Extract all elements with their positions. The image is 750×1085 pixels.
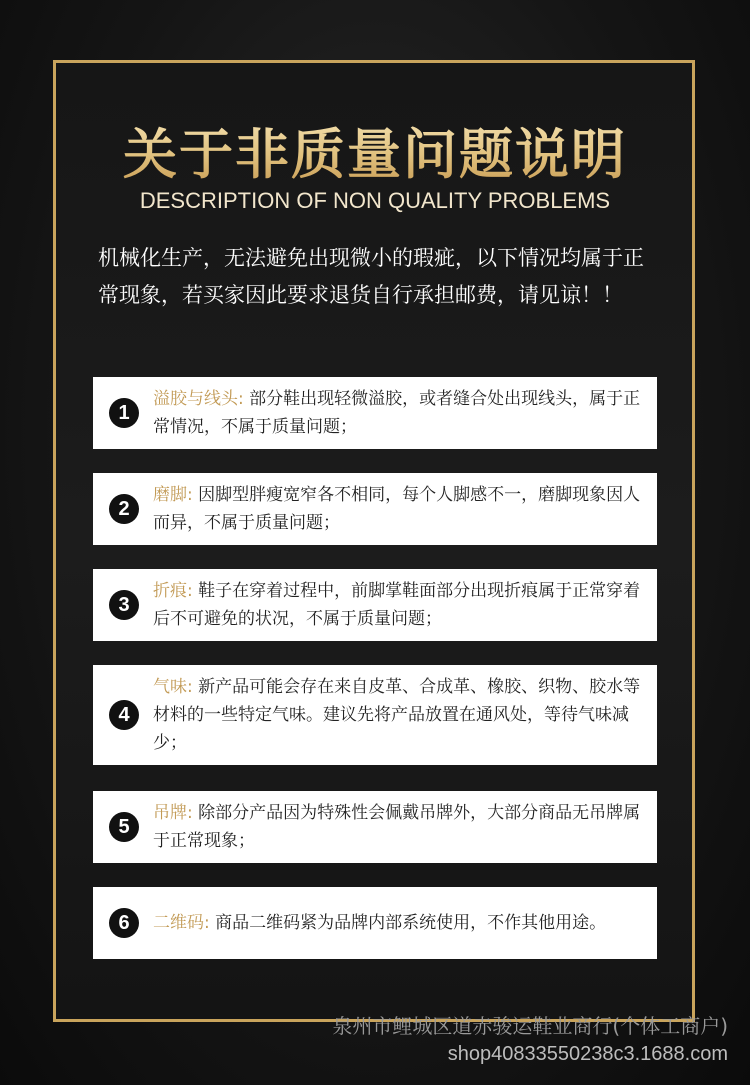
- item-card-creases: [93, 569, 657, 641]
- number-badge-icon: 5: [109, 812, 139, 842]
- number-badge-icon: 1: [109, 398, 139, 428]
- item-label: 磨脚:: [153, 485, 193, 505]
- number-badge-icon: 6: [109, 908, 139, 938]
- item-label: 气味:: [153, 677, 193, 697]
- shop-url-watermark: shop40833550238c3.1688.com: [447, 1043, 728, 1065]
- item-card-qr-code: [93, 887, 657, 959]
- page-title: 关于非质量问题说明: [0, 112, 750, 189]
- item-card-odor: [93, 665, 657, 765]
- item-description: 部分鞋出现轻微溢胶，或者缝合处出现线头，属于正常情况，不属于质量问题；: [153, 389, 641, 437]
- number-badge-icon: 4: [109, 700, 139, 730]
- item-text: [153, 385, 643, 441]
- item-description: 除部分产品因为特殊性会佩戴吊牌外，大部分商品无吊牌属于正常现象；: [153, 803, 641, 851]
- item-text: [153, 909, 606, 937]
- item-text: [153, 481, 643, 537]
- item-card-foot-rubbing: [93, 473, 657, 545]
- shop-name-watermark: 泉州市鲤城区道赤骏运鞋业商行(个体工商户): [332, 1014, 728, 1038]
- item-description: 新产品可能会存在来自皮革、合成革、橡胶、织物、胶水等材料的一些特定气味。建议先将产品放置在通风处，等待气味减少；: [153, 677, 641, 753]
- item-description: 商品二维码紧为品牌内部系统使用，不作其他用途。: [209, 913, 607, 933]
- item-card-glue-thread: [93, 377, 657, 449]
- number-badge-icon: 3: [109, 590, 139, 620]
- item-text: [153, 799, 643, 855]
- item-description: 鞋子在穿着过程中，前脚掌鞋面部分出现折痕属于正常穿着后不可避免的状况，不属于质量问题；: [153, 581, 641, 629]
- item-label: 二维码:: [153, 913, 210, 933]
- item-label: 吊牌:: [153, 803, 193, 823]
- item-card-tags: [93, 791, 657, 863]
- number-badge-icon: 2: [109, 494, 139, 524]
- item-text: [153, 673, 643, 757]
- item-text: [153, 577, 643, 633]
- item-description: 因脚型胖瘦宽窄各不相同，每个人脚感不一，磨脚现象因人而异，不属于质量问题；: [153, 485, 641, 533]
- page-subtitle: DESCRIPTION OF NON QUALITY PROBLEMS: [139, 188, 611, 213]
- item-label: 折痕:: [153, 581, 193, 601]
- item-label: 溢胶与线头:: [153, 389, 244, 409]
- intro-text: 机械化生产，无法避免出现微小的瑕疵，以下情况均属于正常现象，若买家因此要求退货自行承担邮费，请见谅！！: [98, 246, 644, 307]
